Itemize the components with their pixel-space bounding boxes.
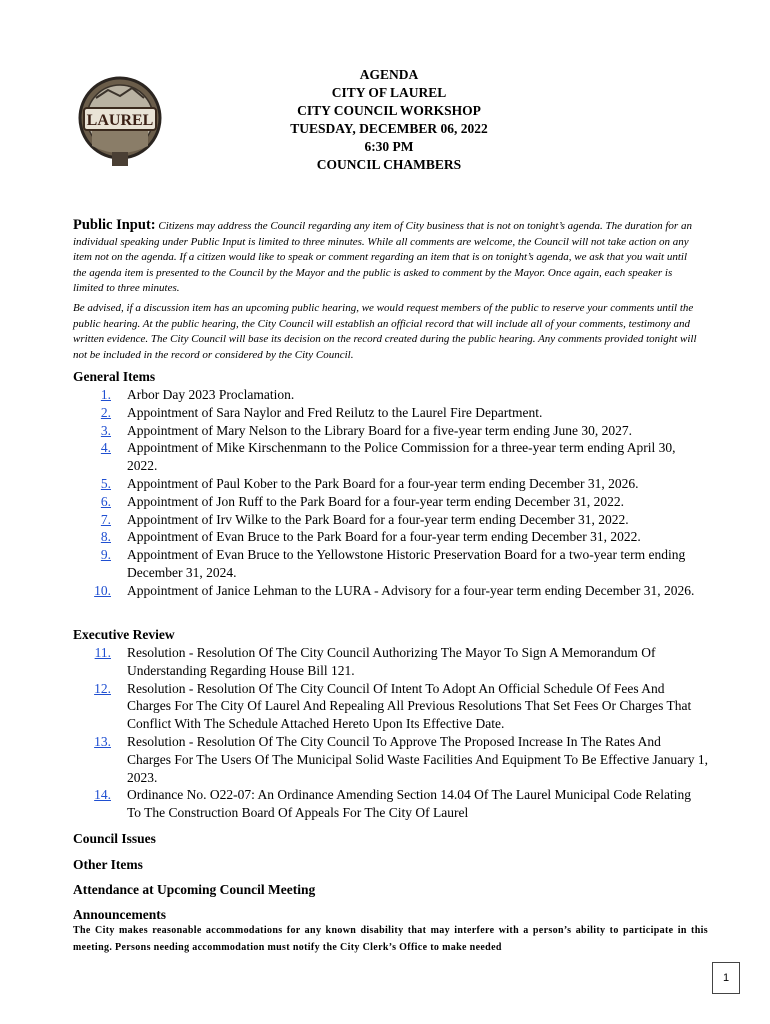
public-input-text: Citizens may address the Council regarding any item of City business that is not on tonight’s agenda. The duration for an individual speaking under Public Input is limited to three minutes. While all comments are welcome, the Council will not take action on any item not on the agenda. If a citizen would like to speak or comment regarding an item that is on tonight’s agenda, we ask that you wait until the agenda item is presented to the Council by the Mayor and the public is asked to comment by the Mayor. Once again, each speaker is limited to three minutes.: [73, 220, 692, 294]
announcements-heading: Announcements: [73, 907, 167, 922]
agenda-item: [73, 475, 708, 493]
agenda-item: [73, 582, 708, 600]
agenda-item-number: [73, 786, 126, 822]
agenda-item-number: [73, 422, 126, 440]
agenda-item: [73, 546, 708, 582]
agenda-item-number: [73, 582, 126, 600]
other-items-heading: Other Items: [73, 857, 143, 872]
agenda-item: [73, 511, 708, 529]
agenda-item-text: Arbor Day 2023 Proclamation.: [127, 387, 295, 402]
public-input-paragraph: [73, 218, 703, 297]
agenda-item: [73, 404, 708, 422]
agenda-item: [73, 493, 708, 511]
agenda-item-link[interactable]: 2.: [100, 404, 111, 420]
agenda-item-text: Appointment of Mike Kirschenmann to the Police Commission for a three-year term ending April 30, 2022.: [127, 440, 676, 474]
agenda-item-text: Appointment of Sara Naylor and Fred Reilutz to the Laurel Fire Department.: [127, 404, 543, 420]
agenda-item-text: Appointment of Evan Bruce to the Yellowstone Historic Preservation Board for a two-year term ending December 31, 2024.: [127, 547, 686, 580]
header-line: TUESDAY, DECEMBER 06, 2022: [290, 121, 488, 136]
agenda-item-number: [73, 528, 126, 546]
svg-text:LAUREL: LAUREL: [86, 112, 154, 129]
announcements-text: The City makes reasonable accommodations for any known disability that may interfere with a person’s ability to participate in this meeting. Persons needing accommodation must notify the City Clerk’s Office to make needed: [73, 925, 708, 953]
agenda-item-link[interactable]: 6.: [100, 493, 111, 509]
agenda-item: [73, 386, 708, 404]
agenda-item-number: [73, 386, 126, 404]
agenda-item-number: [73, 439, 126, 475]
agenda-item: [73, 786, 708, 822]
agenda-item-link[interactable]: 8.: [100, 529, 111, 545]
agenda-item-text: Appointment of Mary Nelson to the Library Board for a five-year term ending June 30, 2027.: [127, 422, 632, 438]
agenda-item-link[interactable]: 13.: [94, 733, 111, 749]
header-line: AGENDA: [359, 67, 419, 82]
agenda-item-text: Appointment of Evan Bruce to the Park Board for a four-year term ending December 31, 2022.: [127, 529, 641, 545]
agenda-item-link[interactable]: 10.: [94, 582, 111, 598]
agenda-item-number: [73, 511, 126, 529]
agenda-item-number: [73, 733, 126, 786]
agenda-item-text: Ordinance No. O22-07: An Ordinance Amending Section 14.04 Of The Laurel Municipal Code Relating To The Construction Board Of Appeals For The City Of Laurel: [127, 787, 692, 821]
agenda-item-text: Appointment of Janice Lehman to the LURA - Advisory for a four-year term ending December 31, 2026.: [127, 582, 695, 598]
agenda-item: [73, 528, 708, 546]
header-line: 6:30 PM: [364, 139, 414, 154]
agenda-item: [73, 439, 708, 475]
advisory-paragraph: Be advised, if a discussion item has an upcoming public hearing, we would request members of the public to reserve your comments until the public hearing. At the public hearing, the City Council will establish an official record that will include all of your comments, testimony and written evidence. The City Council will base its decision on the record created during the public hearing. Any comments provided tonight will not be included in the record or considered by the City Council.: [73, 302, 697, 361]
header-line: CITY COUNCIL WORKSHOP: [297, 103, 481, 118]
executive-review-heading: Executive Review: [73, 627, 175, 642]
agenda-item-link[interactable]: 12.: [94, 680, 111, 696]
attendance-heading: Attendance at Upcoming Council Meeting: [73, 882, 316, 897]
executive-review-list: [73, 644, 708, 822]
city-seal-logo: [78, 68, 162, 174]
agenda-item-text: Appointment of Jon Ruff to the Park Board for a four-year term ending December 31, 2022.: [127, 493, 624, 509]
council-issues-heading: Council Issues: [73, 831, 156, 846]
agenda-item-text: Appointment of Paul Kober to the Park Board for a four-year term ending December 31, 2026.: [127, 475, 639, 491]
general-items-list: [73, 386, 708, 600]
agenda-item-link[interactable]: 9.: [100, 547, 111, 563]
agenda-item-number: [73, 546, 126, 582]
agenda-item-link[interactable]: 11.: [94, 645, 111, 660]
agenda-item: [73, 733, 708, 786]
agenda-item: [73, 422, 708, 440]
page-number: 1: [712, 962, 740, 994]
agenda-item-link[interactable]: 1.: [100, 387, 111, 402]
agenda-item-text: Resolution - Resolution Of The City Council Of Intent To Adopt An Official Schedule Of Fees And Charges For The City Of Laurel And Repealing All Previous Resolutions That Set Fees Or Charges That Conflict With The Schedule Attached Hereto Upon Its Effective Date.: [127, 680, 692, 732]
agenda-item-text: Resolution - Resolution Of The City Council To Approve The Proposed Increase In The Rates And Charges For The Users Of The Municipal Solid Waste Facilities And Equipment To Be Effective January 1, 2023.: [127, 733, 709, 785]
agenda-item-number: [73, 404, 126, 422]
agenda-item-text: Resolution - Resolution Of The City Council Authorizing The Mayor To Sign A Memorandum Of Understanding Regarding House Bill 121.: [127, 645, 656, 678]
agenda-item-number: [73, 644, 126, 680]
agenda-item-link[interactable]: 14.: [94, 787, 111, 803]
agenda-item-text: Appointment of Irv Wilke to the Park Board for a four-year term ending December 31, 2022.: [127, 511, 629, 527]
agenda-item-link[interactable]: 7.: [100, 511, 111, 527]
public-input-label: Public Input:: [73, 217, 156, 233]
agenda-item: [73, 680, 708, 733]
agenda-item-link[interactable]: 5.: [100, 475, 111, 491]
agenda-item-link[interactable]: 3.: [100, 422, 111, 438]
header-line: COUNCIL CHAMBERS: [316, 157, 462, 172]
agenda-item-number: [73, 475, 126, 493]
agenda-item-number: [73, 680, 126, 733]
general-items-heading: General Items: [73, 369, 156, 384]
header-line: CITY OF LAUREL: [331, 85, 447, 100]
agenda-item: [73, 644, 708, 680]
agenda-item-number: [73, 493, 126, 511]
agenda-item-link[interactable]: 4.: [100, 440, 111, 456]
agenda-header: [200, 66, 578, 174]
